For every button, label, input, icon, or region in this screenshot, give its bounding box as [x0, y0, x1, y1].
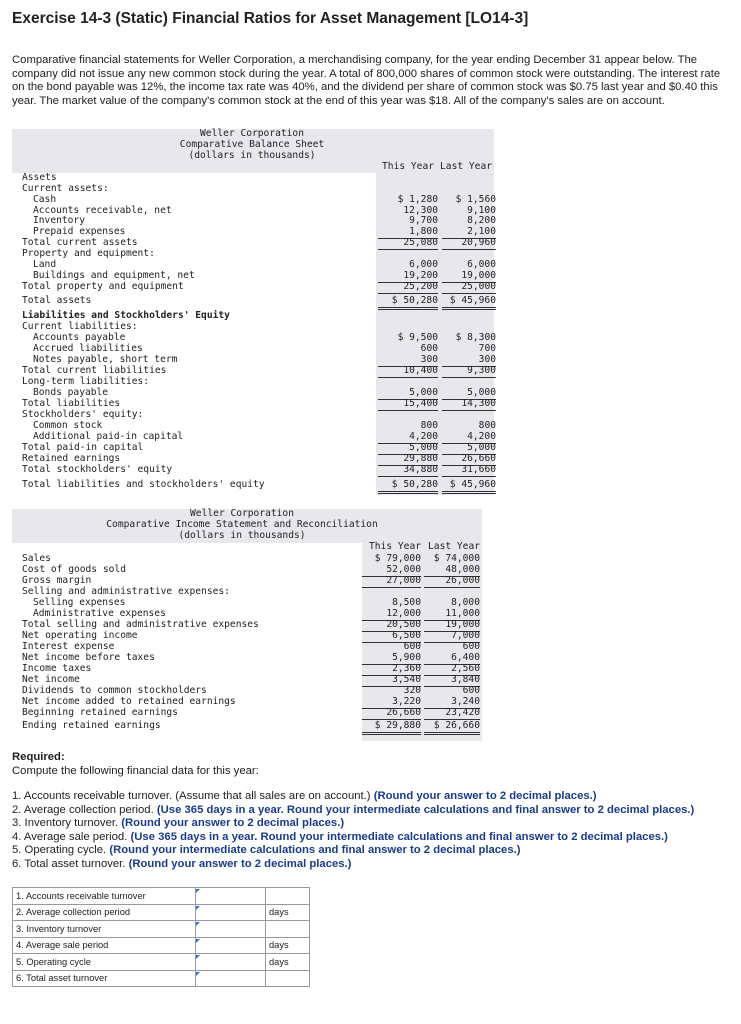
this-year-value: 5,000: [378, 388, 438, 400]
row-label: Administrative expenses: [33, 608, 166, 619]
income-statement-title: Comparative Income Statement and Reconciliation: [106, 519, 378, 530]
row-label: Buildings and equipment, net: [33, 270, 195, 281]
last-year-value: 48,000: [424, 565, 480, 577]
row-label: Additional paid-in capital: [33, 431, 184, 442]
answer-input-cell: [196, 888, 266, 905]
last-year-value: 5,000: [442, 443, 496, 455]
required-item-text: 1. Accounts receivable turnover. (Assume that all sales are on account.): [12, 790, 374, 802]
last-year-value: 19,000: [442, 271, 496, 283]
this-year-value: 12,000: [362, 609, 421, 621]
answer-row: [13, 937, 310, 954]
this-year-value: 5,000: [378, 443, 438, 455]
row-label: Stockholders' equity:: [22, 409, 144, 420]
row-label: Current assets:: [22, 183, 109, 194]
this-year-value: 3,220: [362, 697, 421, 709]
this-year-value: 26,660: [362, 708, 421, 720]
answer-unit: days: [266, 954, 310, 971]
income-statement-units: (dollars in thousands): [178, 530, 306, 541]
last-year-value: 8,200: [467, 215, 496, 226]
this-year-value: 5,900: [362, 653, 421, 665]
this-year-value: 52,000: [362, 565, 421, 577]
row-label: Selling expenses: [33, 597, 126, 608]
required-item-hint: (Use 365 days in a year. Round your intermediate calculations and final answer to 2 decimal places.): [130, 830, 668, 843]
last-year-value: $ 8,300: [455, 332, 496, 343]
last-year-value: 19,000: [424, 620, 480, 632]
row-label: Retained earnings: [22, 453, 121, 464]
row-label: Current liabilities:: [22, 321, 138, 332]
answer-label: 5. Operating cycle: [13, 954, 196, 971]
row-label: Income taxes: [22, 663, 92, 674]
last-year-value: 600: [462, 641, 480, 652]
this-year-value: 9,700: [409, 215, 438, 226]
required-item-hint: (Round your answer to 2 decimal places.): [373, 790, 597, 802]
answer-row: [13, 970, 310, 987]
required-item-hint: (Round your answer to 2 decimal places.): [121, 817, 345, 830]
bs-col-this-year: This Year: [382, 161, 434, 172]
answer-row: [13, 904, 310, 921]
answer-unit: days: [266, 904, 310, 921]
required-item: [12, 817, 344, 831]
row-label: Accounts receivable, net: [33, 204, 172, 216]
balance-sheet-row: [22, 480, 494, 491]
answer-input-cell: [196, 921, 266, 938]
this-year-value: $ 29,880: [362, 721, 421, 735]
this-year-value: 20,500: [362, 620, 421, 632]
answer-row: [13, 888, 310, 905]
last-year-value: 2,100: [442, 227, 496, 239]
this-year-value: 600: [420, 343, 438, 354]
this-year-value: 29,880: [378, 454, 438, 466]
this-year-value: 6,500: [362, 631, 421, 643]
this-year-value: 4,200: [378, 432, 438, 444]
row-label: Net income before taxes: [22, 652, 155, 663]
row-label: Total paid-in capital: [22, 442, 144, 453]
last-year-value: 6,000: [467, 259, 496, 270]
row-label: Interest expense: [22, 641, 115, 652]
row-label: Beginning retained earnings: [22, 707, 178, 718]
last-year-value: 11,000: [424, 609, 480, 621]
row-label: Property and equipment:: [22, 248, 155, 259]
row-label: Net income: [22, 674, 80, 685]
last-year-value: 8,000: [451, 597, 480, 608]
last-year-value: 700: [478, 343, 496, 354]
balance-sheet-row: [22, 282, 494, 293]
this-year-value: 8,500: [392, 597, 421, 608]
last-year-value: 26,660: [442, 454, 496, 466]
row-label: Common stock: [33, 420, 103, 431]
this-year-value: 27,000: [362, 576, 421, 588]
last-year-value: 5,000: [442, 388, 496, 400]
last-year-value: 3,240: [424, 697, 480, 709]
income-statement-row: [22, 721, 482, 732]
required-item-hint: (Use 365 days in a year. Round your intermediate calculations and final answer to 2 decimal places.): [156, 803, 695, 816]
answer-input-cell: [196, 904, 266, 921]
row-label: Net operating income: [22, 630, 138, 641]
row-label: Inventory: [33, 215, 85, 226]
last-year-value: $ 26,660: [424, 721, 480, 735]
row-label: Assets: [22, 172, 57, 183]
required-item: [12, 804, 694, 818]
answer-input-cell: [196, 954, 266, 971]
problem-intro: Comparative financial statements for Weller Corporation, a merchandising company, for the year ending December 31 appear below. The company did not issue any new common stock during the year. A total of 800,000 shares of common stock were outstanding. The interest rate on the bond payable was 12%, the income tax rate was 40%, and the dividend per share of common stock was $0.75 last year and $0.40 this year. The market value of the company's common stock at the end of this year was $18. All of the company's sales are on account.: [12, 54, 721, 107]
row-label: Gross margin: [22, 575, 92, 586]
answer-input[interactable]: [196, 905, 265, 920]
row-label: Total selling and administrative expenses: [22, 619, 259, 630]
last-year-value: 9,300: [442, 366, 496, 378]
this-year-value: 19,200: [378, 271, 438, 283]
row-label: Cash: [33, 194, 57, 205]
balance-sheet-row: [22, 465, 494, 476]
this-year-value: 320: [403, 685, 421, 696]
row-label: Total stockholders' equity: [22, 464, 173, 475]
balance-sheet: [12, 129, 494, 495]
answer-unit: [266, 970, 310, 987]
last-year-value: 7,000: [424, 631, 480, 643]
last-year-value: $ 74,000: [433, 553, 480, 564]
last-year-value: 9,100: [467, 204, 496, 216]
row-label: Bonds payable: [33, 387, 109, 398]
is-col-this-year: This Year: [369, 541, 421, 552]
answer-input[interactable]: [196, 888, 265, 903]
this-year-value: 34,880: [378, 465, 438, 477]
balance-sheet-title: Comparative Balance Sheet: [179, 139, 325, 150]
this-year-value: 25,080: [378, 238, 438, 250]
answer-label: 1. Accounts receivable turnover: [13, 888, 196, 905]
answer-label: 3. Inventory turnover: [13, 921, 196, 938]
row-label: Notes payable, short term: [33, 354, 178, 365]
last-year-value: 25,000: [442, 282, 496, 294]
answer-label: 2. Average collection period: [13, 904, 196, 921]
row-label: Ending retained earnings: [22, 720, 161, 731]
required-item-hint: (Round your answer to 2 decimal places.): [128, 858, 352, 870]
this-year-value: 15,400: [378, 399, 438, 411]
this-year-value: 10,400: [378, 366, 438, 378]
is-col-last-year: Last Year: [428, 541, 480, 552]
answer-label: 4. Average sale period: [13, 937, 196, 954]
answer-row: [13, 954, 310, 971]
last-year-value: 20,960: [442, 238, 496, 250]
last-year-value: 600: [462, 685, 480, 696]
last-year-value: 6,400: [424, 653, 480, 665]
required-item-hint: (Round your intermediate calculations and final answer to 2 decimal places.): [109, 844, 521, 857]
last-year-value: 2,560: [424, 664, 480, 676]
balance-sheet-row: [22, 296, 494, 307]
row-label: Accounts payable: [33, 332, 126, 343]
required-item: [12, 858, 351, 872]
row-label: Total current liabilities: [22, 365, 167, 376]
answer-input-cell: [196, 937, 266, 954]
last-year-value: $ 1,560: [455, 194, 496, 205]
row-label: Prepaid expenses: [33, 226, 126, 237]
required-item-text: 5. Operating cycle.: [12, 844, 110, 857]
this-year-value: $ 1,280: [397, 194, 438, 205]
required-item-text: 2. Average collection period.: [12, 803, 157, 816]
row-label: Long-term liabilities:: [22, 376, 150, 387]
answer-unit: [266, 921, 310, 938]
income-statement-row: [22, 708, 482, 719]
this-year-value: 12,300: [403, 204, 438, 216]
balance-sheet-units: (dollars in thousands): [188, 150, 316, 161]
last-year-value: $ 45,960: [442, 296, 496, 310]
row-label: Selling and administrative expenses:: [22, 586, 230, 597]
this-year-value: $ 50,280: [378, 480, 438, 494]
income-statement-company: Weller Corporation: [190, 508, 294, 519]
this-year-value: 300: [378, 355, 438, 367]
answer-label: 6. Total asset turnover: [13, 970, 196, 987]
answer-input-cell: [196, 970, 266, 987]
row-label: Cost of goods sold: [22, 564, 126, 575]
row-label: Total liabilities and stockholders' equity: [22, 479, 265, 490]
this-year-value: 800: [420, 420, 438, 431]
last-year-value: 300: [442, 355, 496, 367]
row-label: Land: [33, 259, 57, 270]
row-label: Dividends to common stockholders: [22, 685, 207, 696]
last-year-value: 23,420: [424, 708, 480, 720]
required-heading: Required:: [12, 751, 65, 763]
answer-unit: [266, 888, 310, 905]
row-label: Total current assets: [22, 237, 138, 248]
last-year-value: 26,000: [424, 576, 480, 588]
row-label: Net income added to retained earnings: [22, 696, 236, 707]
last-year-value: 800: [478, 420, 496, 431]
answer-row: [13, 921, 310, 938]
answer-table: [12, 887, 310, 987]
last-year-value: 31,660: [442, 465, 496, 477]
income-statement: [12, 509, 482, 741]
this-year-value: 3,540: [362, 675, 421, 687]
answer-input[interactable]: [196, 954, 265, 969]
required-instruction: Compute the following financial data for this year:: [12, 765, 259, 777]
this-year-value: 600: [403, 641, 421, 652]
this-year-value: 1,800: [378, 227, 438, 239]
row-label: Total liabilities: [22, 398, 121, 409]
answer-input[interactable]: [196, 971, 265, 986]
row-label: Total property and equipment: [22, 281, 184, 292]
this-year-value: $ 50,280: [378, 296, 438, 310]
required-item-text: 4. Average sale period.: [12, 830, 131, 843]
last-year-value: 3,840: [424, 675, 480, 687]
required-item-text: 3. Inventory turnover.: [12, 817, 122, 830]
required-item: [12, 831, 668, 845]
this-year-value: $ 79,000: [374, 553, 421, 564]
balance-sheet-company: Weller Corporation: [200, 128, 304, 139]
row-label: Total assets: [22, 295, 92, 306]
required-item-text: 6. Total asset turnover.: [12, 858, 129, 870]
answer-input[interactable]: [196, 938, 265, 953]
this-year-value: 2,360: [362, 664, 421, 676]
required-item: [12, 844, 521, 858]
last-year-value: 14,300: [442, 399, 496, 411]
page-title: Exercise 14-3 (Static) Financial Ratios for Asset Management [LO14-3]: [12, 10, 529, 27]
this-year-value: 25,200: [378, 282, 438, 294]
row-label: Liabilities and Stockholders' Equity: [22, 310, 230, 321]
answer-unit: days: [266, 937, 310, 954]
row-label: Sales: [22, 553, 51, 564]
last-year-value: 4,200: [442, 432, 496, 444]
required-item: [12, 790, 597, 804]
this-year-value: $ 9,500: [397, 332, 438, 343]
last-year-value: $ 45,960: [442, 480, 496, 494]
row-label: Accrued liabilities: [33, 343, 143, 354]
bs-col-last-year: Last Year: [440, 161, 492, 172]
answer-input[interactable]: [196, 921, 265, 936]
this-year-value: 6,000: [409, 259, 438, 270]
